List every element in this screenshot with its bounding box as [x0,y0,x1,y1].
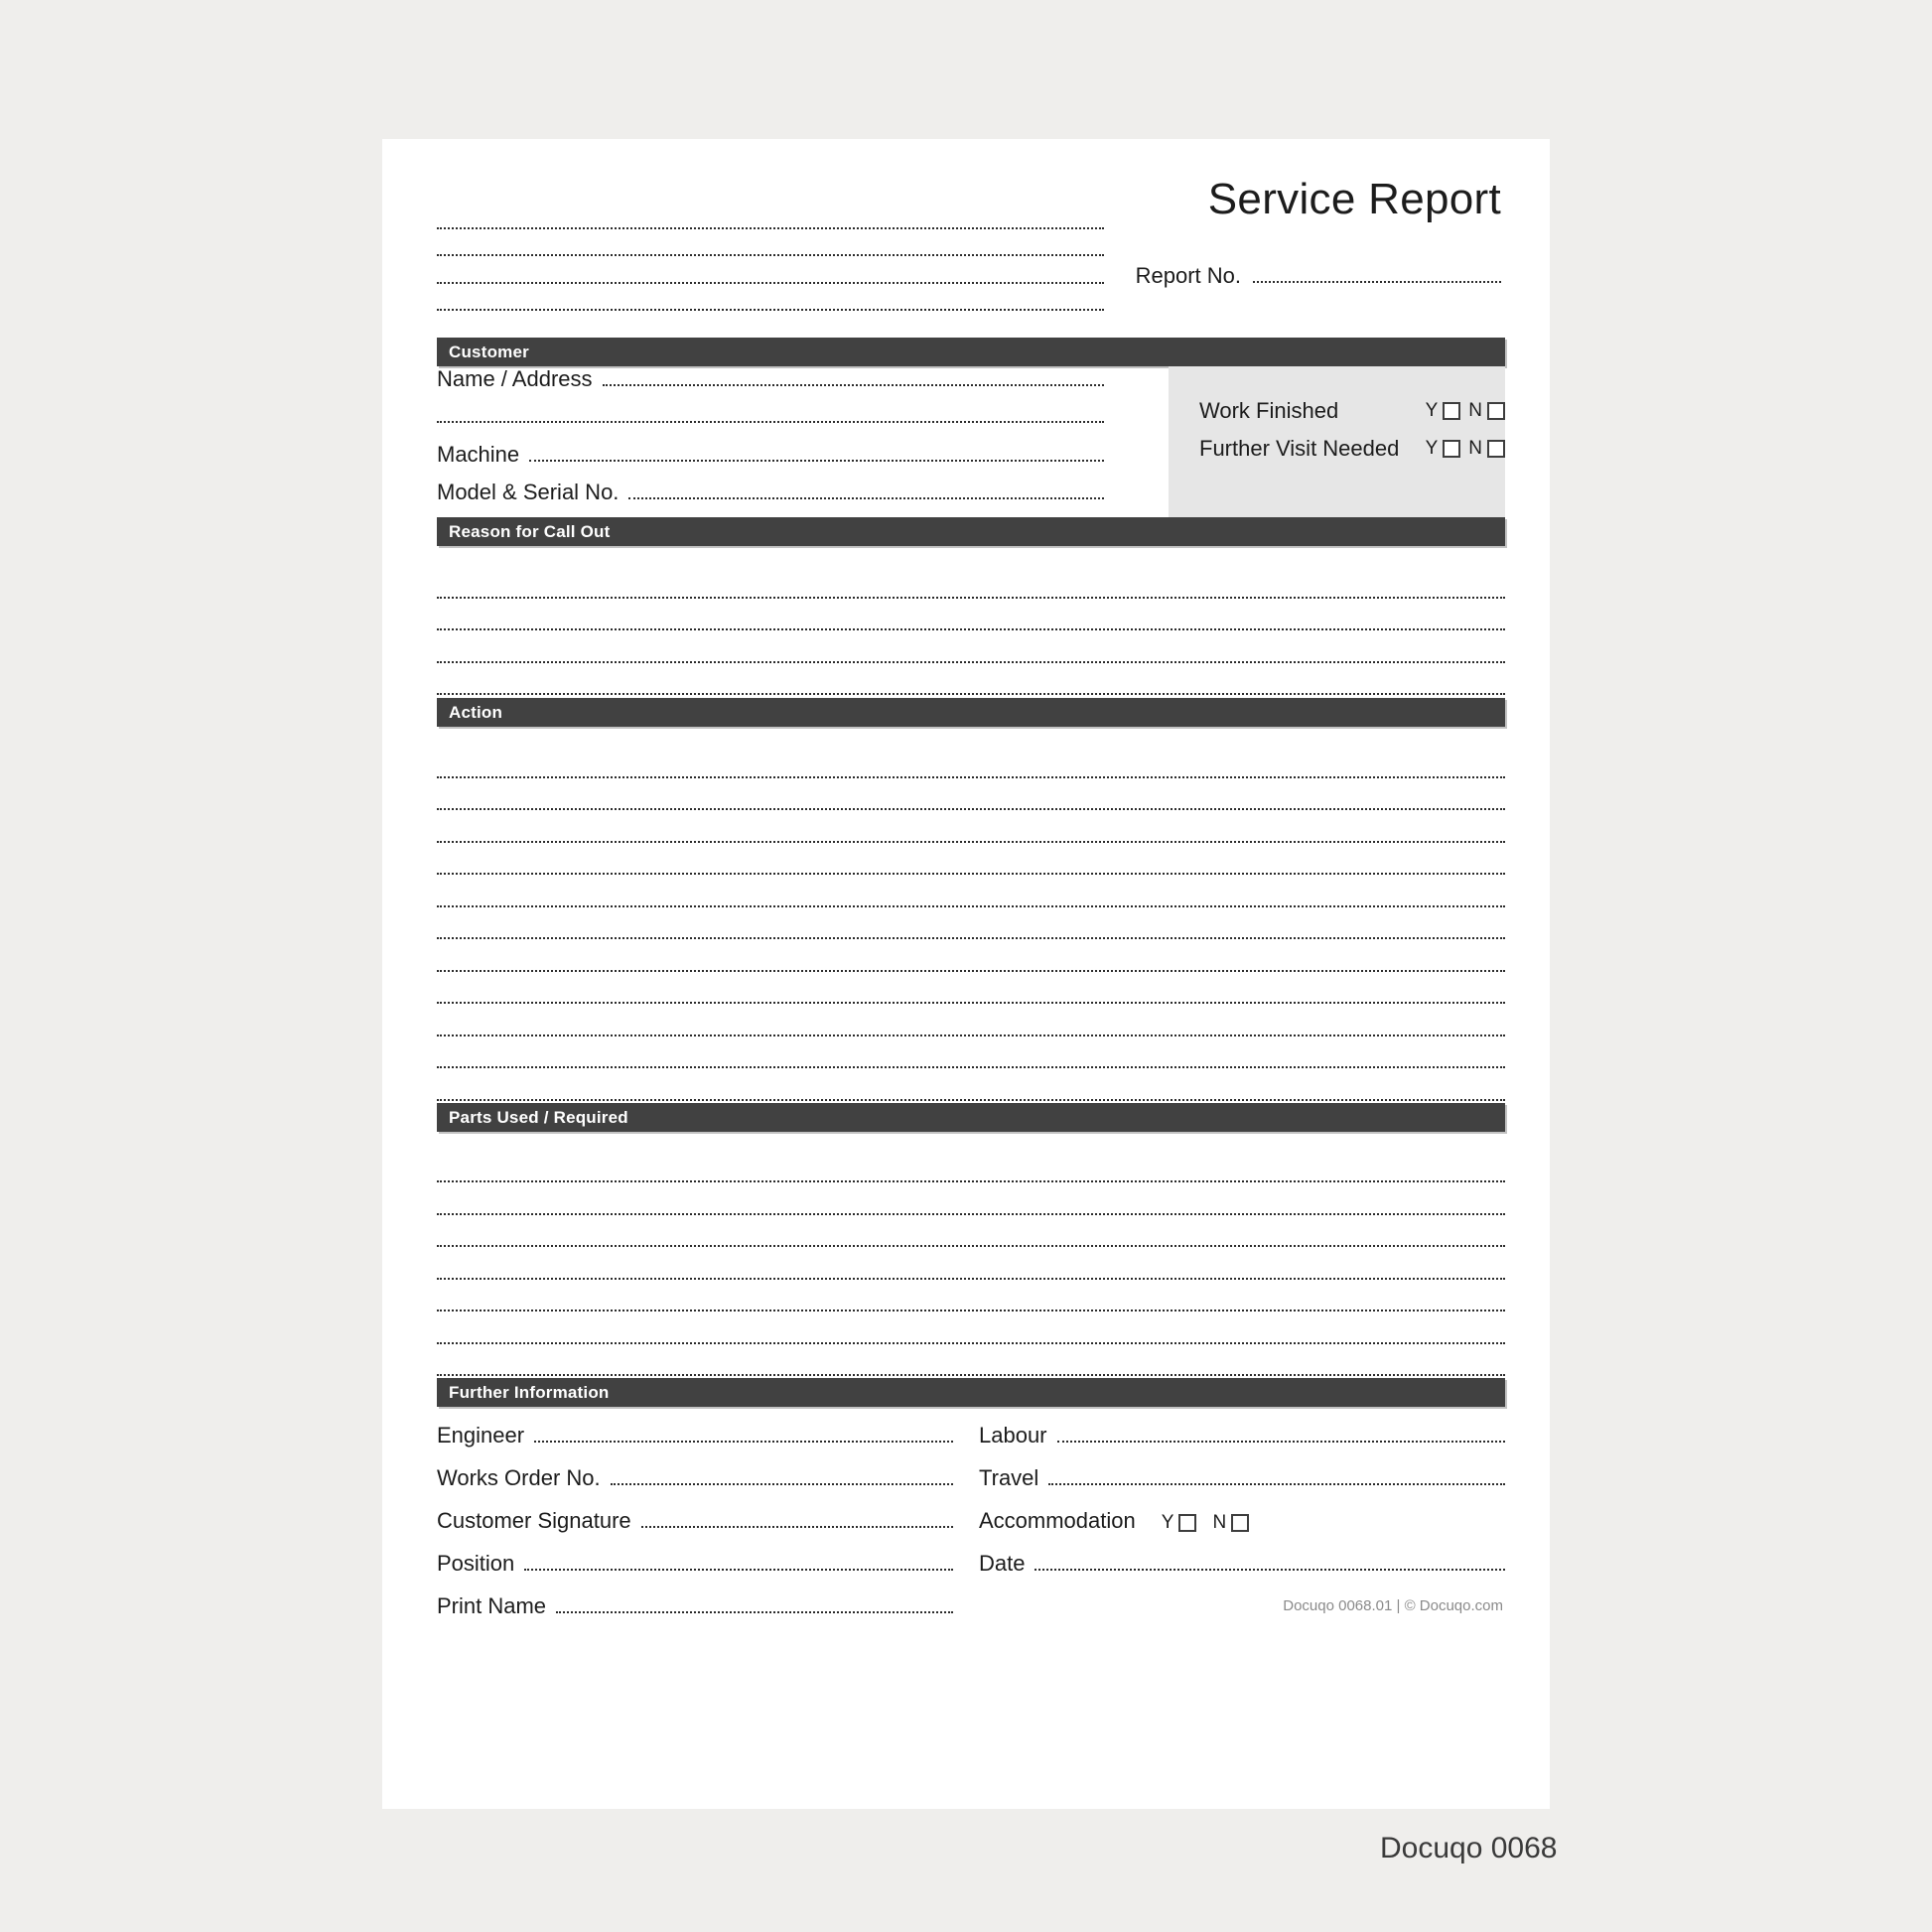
section-header-further-information: Further Information [437,1378,1505,1407]
field-label: Position [437,1551,515,1576]
action-lines[interactable] [437,727,1505,1103]
field-label: Labour [979,1423,1047,1448]
header-blank-line[interactable] [437,229,1104,257]
checkbox[interactable] [1231,1514,1249,1532]
write-in-line[interactable] [437,1151,1505,1183]
write-in-line[interactable] [437,1182,1505,1215]
section-header-parts-used-required: Parts Used / Required [437,1103,1505,1132]
checkbox-row-work-finished [1169,392,1505,430]
field-date[interactable] [979,1551,1505,1593]
checkbox[interactable] [1443,402,1460,420]
field-travel[interactable] [979,1465,1505,1508]
field-model-serial-no[interactable] [437,480,1104,517]
write-in-line[interactable] [437,1068,1505,1101]
field-name-address[interactable] [437,366,1104,404]
yes-letter: Y [1425,400,1439,421]
write-in-line[interactable] [437,1247,1505,1280]
field-input[interactable] [628,481,1104,499]
customer-block [437,366,1505,517]
further-visit-yes[interactable] [1426,438,1461,460]
write-in-line[interactable] [437,1036,1505,1069]
no-letter: N [1212,1512,1227,1533]
field-input[interactable] [529,443,1104,462]
field-works-order-no[interactable] [437,1465,953,1508]
write-in-line[interactable] [437,972,1505,1005]
field-input[interactable] [1057,1424,1505,1443]
field-engineer[interactable] [437,1423,953,1465]
field-machine[interactable] [437,442,1104,480]
header-title-area [1044,174,1501,289]
header-blank-line[interactable] [437,202,1104,229]
header-blank-line[interactable] [437,256,1104,284]
field-label: Accommodation [979,1508,1136,1533]
section-header-reason-for-call-out: Reason for Call Out [437,517,1505,546]
yes-letter: Y [1425,438,1439,459]
checkbox[interactable] [1487,402,1505,420]
checkbox-row-label: Further Visit Needed [1199,436,1400,461]
accommodation-checkboxes [1162,1512,1265,1534]
document-code-label: Docuqo 0068 [1380,1832,1558,1864]
write-in-line[interactable] [437,1344,1505,1377]
field-input[interactable] [611,1466,953,1485]
field-input[interactable] [524,1552,953,1571]
field-accommodation [979,1508,1505,1551]
header-blank-lines[interactable] [437,202,1104,311]
field-input[interactable] [534,1424,953,1443]
write-in-line[interactable] [437,810,1505,843]
accommodation-yes[interactable] [1162,1512,1197,1534]
write-in-line[interactable] [437,1004,1505,1036]
write-in-line[interactable] [437,778,1505,811]
checkbox-row-label: Work Finished [1199,398,1339,423]
write-in-line[interactable] [437,875,1505,907]
write-in-line[interactable] [437,907,1505,940]
report-no-label: Report No. [1135,263,1241,288]
checkbox-row-further-visit-needed [1169,430,1505,468]
field-label: Name / Address [437,366,593,391]
write-in-line[interactable] [437,1280,1505,1312]
checkbox[interactable] [1178,1514,1196,1532]
write-in-line[interactable] [437,746,1505,778]
work-finished-yes[interactable] [1426,400,1461,422]
no-letter: N [1468,438,1482,459]
report-no-input[interactable] [1253,264,1501,283]
field-labour[interactable] [979,1423,1505,1465]
write-in-line[interactable] [437,663,1505,696]
field-input[interactable] [603,367,1104,386]
field-input[interactable] [1048,1466,1505,1485]
field-label: Engineer [437,1423,525,1448]
field-print-name[interactable] [437,1593,953,1636]
write-in-line[interactable] [437,1215,1505,1248]
further-information-block [437,1407,1505,1636]
write-in-line[interactable] [437,630,1505,663]
field-input[interactable] [641,1509,953,1528]
field-customer-signature[interactable] [437,1508,953,1551]
header-blank-line[interactable] [437,284,1104,312]
write-in-line[interactable] [437,599,1505,631]
field-label: Model & Serial No. [437,480,620,504]
page-title: Service Report [1207,175,1501,223]
accommodation-no[interactable] [1212,1512,1249,1534]
write-in-line[interactable] [437,843,1505,876]
field-label: Customer Signature [437,1508,631,1533]
reason-for-call-out-lines[interactable] [437,546,1505,698]
page-content [437,174,1505,1809]
section-header-customer: Customer [437,338,1505,366]
further-information-right-column [971,1423,1505,1636]
field-label: Works Order No. [437,1465,601,1490]
document-header [437,174,1505,338]
field-address-continuation[interactable] [437,404,1104,442]
field-label: Date [979,1551,1026,1576]
checkbox[interactable] [1487,440,1505,458]
field-position[interactable] [437,1551,953,1593]
customer-fields [437,366,1104,517]
work-status-checkboxes [1169,366,1505,517]
field-input[interactable] [437,404,1104,423]
document-page [382,139,1550,1809]
checkbox[interactable] [1443,440,1460,458]
field-label: Machine [437,442,520,467]
field-input[interactable] [1035,1552,1505,1571]
field-input[interactable] [556,1594,953,1613]
section-header-action: Action [437,698,1505,727]
work-finished-no[interactable] [1468,400,1505,422]
field-label: Travel [979,1465,1039,1490]
further-information-left-column [437,1423,971,1636]
field-label: Print Name [437,1593,547,1618]
yes-letter: Y [1161,1512,1174,1533]
no-letter: N [1468,400,1482,421]
write-in-line[interactable] [437,1311,1505,1344]
further-visit-no[interactable] [1468,438,1505,460]
report-no-field[interactable] [1044,263,1501,289]
parts-used-lines[interactable] [437,1132,1505,1379]
document-footer-note: Docuqo 0068.01 | © Docuqo.com [1283,1597,1503,1614]
write-in-line[interactable] [437,566,1505,599]
write-in-line[interactable] [437,939,1505,972]
